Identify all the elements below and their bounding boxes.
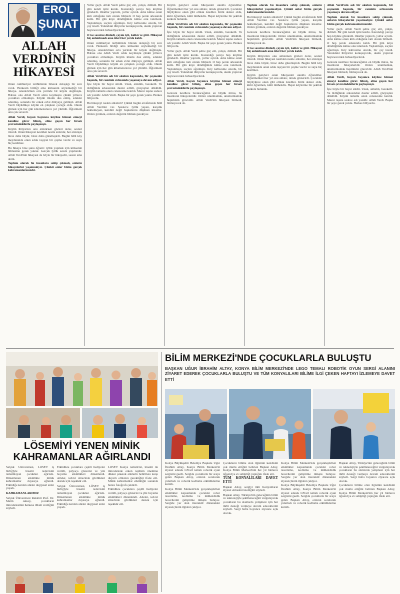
section-divider [6, 348, 394, 349]
article-column-5 [327, 4, 393, 344]
article-paragraph: Çocukların bilime olan ilgisinin kendisini çok mutlu ettiğini belirten Başkan Altay, Konya Bilim Merkezi'nin her yıl binlerce öğrenciye ev sahipliği yaptığını ifade etti. [339, 483, 395, 499]
article-column-2 [57, 466, 105, 568]
article-headline: ALLAH VERDİNİN HİKAYESİ [12, 39, 76, 79]
article-paragraph: Çocukların bilime olan ilgisinin kendisini çok mutlu ettiğini belirten Başkan Altay, Konya Bilim Merkezi'nin her yıl binlerce öğrenciye ev sahipliği yaptığını ifade etti. [223, 462, 278, 476]
article-paragraph: LÖSEV Konya temsilcisi, lösemi ile mücadelede erken teşhisin önemine dikkat çekerek ailelerin belirtilere karşı duyarlı olmaları gerektiğini ifade etti. Minik kahramanlar etkinliğin sonunda hatıra fotoğrafı çektirdi. [108, 466, 158, 487]
article-bold-paragraph: O ise sessizce dinledi, çayını içti, kalktı ve gitti. Hikayesi hiç anlatılmadı ama izleri her yerde kaldı. [247, 45, 322, 54]
article-paragraph: Konya Büyükşehir Belediye Başkanı Uğur İbrahim Altay, Konya Bilim Merkezi'ni ziyaret ederek LEGO temalı robotik oyun sergisini gezdi. Sergide çocuklarla bir araya gelen Başkan Altay, onların sorularını yanıtladı ve robotik kodlama etkinliklerine katıldı. [281, 483, 336, 509]
article-paragraph: Konya Büyükşehir Belediye Başkanı Uğur İbrahim Altay, Konya Bilim Merkezi'ni ziyaret ederek LEGO temalı robotik oyun sergisini gezdi. Sergide çocuklarla bir araya gelen Başkan Altay, onların sorularını yanıtladı ve robotik kodlama etkinliklerine katıldı. [165, 462, 220, 487]
article-paragraph: İşte böyle bir hayat sürdü. Uzun, anlamlı, bereketli. Ve öldüğünde arkasından dualar edildi, gözyaşları döküldü. Köyün tamamı onun cenazesine katıldı. Mezar taşına sadece adı yazıldı: Allah Verdi. Başka bir şeye gerek yoktu. Herkes biliyordu. [327, 86, 393, 106]
article-paragraph: Onun cumhuriyet tarihimizde bilerek dolaştığı bir sırrı vardı. Herkesin bildiği ama kimsenin söylemediği bir hikaye. Anadolu'nun orta yerinde bir köyde doğmuştu. Babası ona Allah Verdi adını koymuştu çünkü yıllarca çocukları olmamıştı. Köyün imamı dua etmiş, adaklar adanmış, sonunda bir erkek evlat dünyaya gelmişti. Allah Verdi büyüdükçe köyün en çalışkan çocuğu oldu. Okula gitmek için her gün kilometrelerce yol yürüdü. Öğretmeni onu çok severdi. [8, 83, 82, 115]
article-paragraph: Gelecek nesillere bırakacağımız en büyük miras, bu insanların hikayeleridir. Onları unutmamak, unutturmamak hepimizin görevidir. Allah Verdi'nin hikayesi bitmedi, bitmeyecek de. [167, 90, 242, 106]
article-lead: BAŞKAN UĞUR İBRAHİM ALTAY, KONYA BİLİM MERKEZİ'NDE LEGO TEMALI ROBOTİK OYUN SERGİ ALANINI ZİYARET EDEREK ÇOCUKLARLA BULUŞTU VE TÜM KONYALILARI BİLİME İLGİ ÇEKEN HAFTAYI İZLEMEYE DAVET ETTİ [165, 366, 395, 382]
columnist-photo [9, 4, 37, 37]
article-column-1 [8, 83, 82, 345]
article-column-3 [281, 462, 336, 592]
article-paragraph: İşte böyle bir hayat sürdü. Uzun, anlamlı, bereketli. Ve öldüğünde arkasından dualar edildi, gözyaşları döküldü. Köyün tamamı onun cenazesine katıldı. Mezar taşına sadece adı yazıldı: Allah Verdi. Başka bir şeye gerek yoktu. Herkes biliyordu. [167, 30, 242, 49]
columnist-last-name: ŞUNAT [38, 17, 79, 31]
columnist-header [8, 3, 80, 37]
article-photo [6, 571, 158, 593]
article-subheading: KAHRAMANLARIMIZ [6, 491, 39, 496]
article-bold-paragraph: Allah Verdi'nin adı bir okulun kapısında, bir çeşmenin başında, bir caminin avlusunda yaşamaya devam ediyor. [167, 21, 242, 30]
article-paragraph: Köyün gençleri onun hikayesini okulda öğrendiler. Öğretmenleri her yıl onu anlatır, örnek gösterirdi. Çocuklar büyüyünce onun gibi olmak istediler. Kimi doktor oldu, kimi öğretmen, kimi mühendis. Hepsi köylerine bir şekilde katkıda bulundu. [247, 72, 322, 91]
article-paragraph: Başkan Altay, Türkiye'nin geleceğinin bilim ve teknolojiyle şekilleneceğini vurgulayarak çocukların bu alanlarda yetişmesi için her türlü desteği vermeye devam edeceklerini söyledi. Sergi hafta boyunca ziyarete açık olacak. [223, 492, 278, 515]
article-subheading: TÜM KONYALILARI DAVET ETTİ [223, 476, 278, 484]
article-headline: LÖSEMİYİ YENEN MİNİK KAHRAMANLAR AĞIRLANDI [13, 441, 151, 463]
article-paragraph: Bu hikayeyi neden anlattım? Çünkü bugün etrafımızda hâlâ Allah Verdiler var. Sessizce iyilik yapan, karşılık beklemeyen, kendini değil başkalarını düşünen insanlar. Onları görmek, onların değerini bilmek gerekiyor. [247, 14, 322, 30]
article-paragraph: Bu hikayeyi neden anlattım? Çünkü bugün etrafımızda hâlâ Allah Verdiler var. Sessizce iyilik yapan, karşılık beklemeyen, kendini değil başkalarını düşünen insanlar. Onları görmek, onların değerini bilmek gerekiyor. [87, 101, 162, 116]
article-column-3 [108, 466, 158, 568]
article-paragraph: Etkinlikte çocuklara çeşitli hediyeler verildi, palyaço gösterisi ve yüz boyama etkinlikleri düzenlendi. Aileler, tedavi sürecinde gördükleri destek için teşekkür etti. [108, 487, 158, 506]
article-photo [82, 408, 158, 438]
article-column-2 [223, 462, 278, 592]
article-paragraph: Köyün ihtiyarları onu anlatırken gözleri dolar, sesleri titrerdi. Onun hikayesi nesilden nesile anlatılır, her anlatışta biraz daha büyür, biraz daha güzelleşirdi. Bugün hâlâ köy meydanında onun adını taşıyan bir çeşme vardır ve suyu hiç kesilmez. [247, 53, 322, 73]
article-column-4 [247, 4, 322, 344]
article-paragraph: Gelecek nesillere bırakacağımız en büyük miras, bu insanların hikayeleridir. Onları unutmamak, unutturmamak hepimizin görevidir. Allah Verdi'nin hikayesi bitmedi, bitmeyecek de. [247, 30, 322, 45]
article-paragraph: İşte böyle bir hayat sürdü. Uzun, anlamlı, bereketli. Ve öldüğünde arkasından dualar edildi, gözyaşları döküldü. Köyün tamamı onun cenazesine katıldı. Mezar taşına sadece adı yazıldı: Allah Verdi. Başka bir şeye gerek yoktu. Herkes biliyordu. [87, 82, 162, 101]
article-bold-paragraph: Allah Verdi'nin adı bir okulun kapısında, bir çeşmenin başında, bir caminin avlusunda yaşamaya devam ediyor. [87, 73, 162, 82]
article-column-4 [339, 462, 395, 592]
article-photo [165, 389, 227, 459]
article-bold-paragraph: Allah Verdi'nin adı bir okulun kapısında, bir çeşmenin başında, bir caminin avlusunda yaşamaya devam ediyor. [327, 4, 393, 15]
article-paragraph: Gelecek nesillere bırakacağımız en büyük miras, bu insanların hikayeleridir. Onları unutmamak, unutturmamak hepimizin görevidir. Allah Verdi'nin hikayesi bitmedi, bitmeyecek de. [327, 59, 393, 75]
article-column-3 [167, 4, 242, 344]
article-paragraph: Selçuk Üniversitesi, LÖSEV iş birliğiyle lösemi tedavisini tamamlayan çocukları ağırladı. Düzenlenen etkinlikte minik kahramanlar doyasıya eğlendi. Etkinliğe katılan aileler duygusal anlar yaşadı. [57, 483, 105, 510]
article-paragraph: Başkan Altay, sergiyi tüm Konyalıların ziyaret etmesini istediğini söyledi. [223, 484, 278, 493]
article-photo [6, 408, 80, 438]
article-paragraph: Köyün gençleri onun hikayesini okulda öğrendiler. Öğretmenleri her yıl onu anlatır, örnek gösterirdi. Çocuklar büyüyünce onun gibi olmak istediler. Kimi doktor oldu, kimi öğretmen, kimi mühendis. Hepsi köylerine bir şekilde katkıda bulundu. [167, 4, 242, 22]
article-paragraph: Konya Bilim Merkezi'nde gerçekleştirilen etkinlikler kapsamında çocuklar robot tasarlama, kodlama ve mühendislik becerilerini geliştirme imkanı buluyor. Sergide yer alan interaktif düzenekler ziyaretçilerin ilgisini çekiyor. [281, 462, 336, 483]
article-column-1 [6, 466, 54, 568]
article-column-1 [165, 462, 220, 592]
article-headline: BİLİM MERKEZİ'NDE ÇOCUKLARLA BULUŞTU [165, 353, 372, 363]
article-bold-paragraph: Toplum olarak bu insanlara sahip çıkmalı, onların hikayelerini yaşatmalıyız. Çünkü onlar bizim gerçek kahramanlarımızdır. [8, 161, 82, 173]
article-bold-paragraph: Allah Verdi, hayatı boyunca köyüne hizmet etmeyi kendine görev bilmiş, eline geçen her fırsatı çevresindekilerle paylaşmıştı. [327, 75, 393, 87]
article-paragraph: Yıllar geçti. Allah Verdi şehre göç etti, çalıştı, didindi. Bir gün kendi işini kurdu. Kazandığı parayı hep köyüne gönderdi. Okullar yaptırdı, yollar açtırdı. Ama kimse onun kim olduğunu tam olarak bilmedi. O hep perde arkasında kaldı. Bir gün köye döndüğünde kimse onu tanımadı. Yaşlanmıştı, saçları ağarmıştı. Köy kahvesine oturdu, bir çay istedi. Yanındaki ihtiyarlar konuşuyordu, okulu yaptıran hayırseverden bahsediyorlardı. [167, 49, 242, 78]
article-paragraph: Selçuk Üniversitesi, LÖSEV iş birliğiyle lösemi tedavisini tamamlayan çocukları ağırladı. Düzenlenen etkinlikte minik kahramanlar doyasıya eğlendi. Etkinliğe katılan aileler duygusal anlar yaşadı. [6, 466, 54, 491]
article-paragraph: Köyün ihtiyarları onu anlatırken gözleri dolar, sesleri titrerdi. Onun hikayesi nesilden nesile anlatılır, her anlatışta biraz daha büyür, biraz daha güzelleşirdi. Bugün hâlâ köy meydanında onun adını taşıyan bir çeşme vardır ve suyu hiç kesilmez. [8, 126, 82, 146]
article-paragraph: Etkinlikte çocuklara çeşitli hediyeler verildi, palyaço gösterisi ve yüz boyama etkinlikleri düzenlendi. Aileler, tedavi sürecinde gördükleri destek için teşekkür etti. [57, 466, 105, 484]
article-paragraph: Başkan Altay, Türkiye'nin geleceğinin bilim ve teknolojiyle şekilleneceğini vurgulayarak çocukların bu alanlarda yetişmesi için her türlü desteği vermeye devam edeceklerini söyledi. Sergi hafta boyunca ziyarete açık olacak. [339, 462, 395, 483]
article-photo [6, 352, 158, 406]
article-bold-paragraph: Allah Verdi, hayatı boyunca köyüne hizmet etmeyi kendine görev bilmiş, eline geçen her fırsatı çevresindekilerle paylaşmıştı. [8, 115, 82, 127]
article-column-2 [87, 4, 162, 344]
article-bold-paragraph: O ise sessizce dinledi, çayını içti, kalktı ve gitti. Hikayesi hiç anlatılmadı ama izleri her yerde kaldı. [87, 32, 162, 41]
article-bold-paragraph: Toplum olarak bu insanlara sahip çıkmalı, onların hikayelerini yaşatmalıyız. Çünkü onlar bizim gerçek kahramanlarımızdır. [327, 14, 393, 26]
article-paragraph: Yıllar geçti. Allah Verdi şehre göç etti, çalıştı, didindi. Bir gün kendi işini kurdu. Kazandığı parayı hep köyüne gönderdi. Okullar yaptırdı, yollar açtırdı. Ama kimse onun kim olduğunu tam olarak bilmedi. O hep perde arkasında kaldı. Bir gün köye döndüğünde kimse onu tanımadı. Yaşlanmıştı, saçları ağarmıştı. Köy kahvesine oturdu, bir çay istedi. Yanındaki ihtiyarlar konuşuyordu, okulu yaptıran hayırseverden bahsediyorlardı. [87, 4, 162, 32]
article-photo [313, 389, 395, 459]
article-paragraph: Onun cumhuriyet tarihimizde bilerek dolaştığı bir sırrı vardı. Herkesin bildiği ama kimsenin söylemediği bir hikaye. Anadolu'nun orta yerinde bir köyde doğmuştu. Babası ona Allah Verdi adını koymuştu çünkü yıllarca çocukları olmamıştı. Köyün imamı dua etmiş, adaklar adanmış, sonunda bir erkek evlat dünyaya gelmişti. Allah Verdi büyüdükçe köyün en çalışkan çocuğu oldu. Okula gitmek için her gün kilometrelerce yol yürüdü. Öğretmeni onu çok severdi. [87, 40, 162, 74]
columnist-first-name: EROL [43, 4, 74, 16]
article-bold-paragraph: Toplum olarak bu insanlara sahip çıkmalı, onların hikayelerini yaşatmalıyız. Çünkü onlar bizim gerçek kahramanlarımızdır. [247, 4, 322, 15]
article-paragraph: Bu hikaye bize şunu öğretir: iyilik yapmak için kimsenin bilmesine gerek yoktur. Gerçek iyilik sessiz yapılandır. Allah Verdi'nin hikayesi de böyle bir hikayedir, sessiz ama derin. [8, 145, 82, 161]
article-bold-paragraph: Allah Verdi, hayatı boyunca köyüne hizmet etmeyi kendine görev bilmiş, eline geçen her fırsatı çevresindekilerle paylaşmıştı. [167, 78, 242, 90]
article-paragraph: Konya Bilim Merkezi'nde gerçekleştirilen etkinlikler kapsamında çocuklar robot tasarlama, kodlama ve mühendislik becerilerini geliştirme imkanı buluyor. Sergide yer alan interaktif düzenekler ziyaretçilerin ilgisini çekiyor. [165, 487, 220, 509]
article-paragraph: Yıllar geçti. Allah Verdi şehre göç etti, çalıştı, didindi. Bir gün kendi işini kurdu. Kazandığı parayı hep köyüne gönderdi. Okullar yaptırdı, yollar açtırdı. Ama kimse onun kim olduğunu tam olarak bilmedi. O hep perde arkasında kaldı. Bir gün köye döndüğünde kimse onu tanımadı. Yaşlanmıştı, saçları ağarmıştı. Köy kahvesine oturdu, bir çay istedi. Yanındaki ihtiyarlar konuşuyordu, okulu yaptıran hayırseverden bahsediyorlardı. [327, 26, 393, 60]
article-photo [229, 389, 311, 459]
article-paragraph: Selçuk Üniversitesi Rektörü Prof. Dr. Metin Aksoy, çocukların mücadelesinin herkese ilham verdiğini söyledi. [6, 495, 54, 511]
